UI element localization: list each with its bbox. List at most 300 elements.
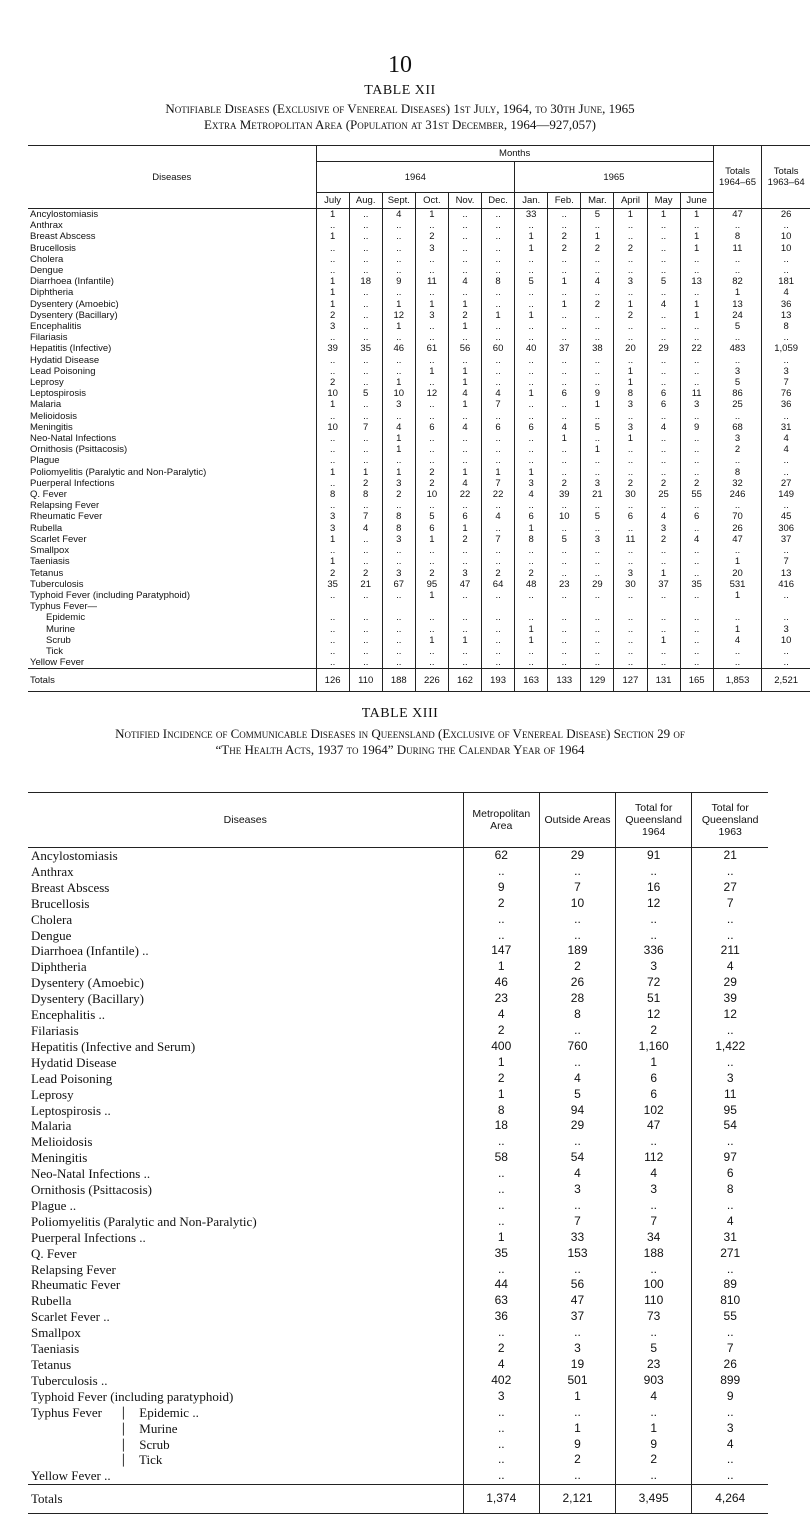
value-cell: 5 (548, 534, 581, 545)
value-cell: .. (647, 624, 680, 635)
value-cell: 40 (515, 343, 548, 354)
value-cell: 162 (448, 669, 481, 692)
value-cell: .. (680, 433, 713, 444)
col-month: Aug. (349, 193, 382, 209)
value-cell: .. (647, 590, 680, 601)
disease-name (28, 928, 463, 944)
table-row (28, 411, 810, 422)
value-cell: 110 (615, 1293, 692, 1309)
value-cell: 6 (692, 1166, 768, 1182)
value-cell: .. (548, 366, 581, 377)
value-cell: 25 (713, 399, 762, 410)
value-cell: 33 (515, 209, 548, 221)
value-cell: 35 (316, 579, 349, 590)
value-cell: .. (448, 500, 481, 511)
value-cell: 147 (463, 943, 540, 959)
value-cell: .. (448, 545, 481, 556)
disease-name (28, 1293, 463, 1309)
value-cell: .. (647, 231, 680, 242)
disease-label: Cholera (31, 911, 73, 927)
value-cell: 1 (448, 366, 481, 377)
table-row (28, 1246, 768, 1262)
value-cell: 36 (762, 299, 810, 310)
value-cell: 6 (515, 511, 548, 522)
value-cell: 2 (614, 243, 647, 254)
value-cell: 61 (415, 343, 448, 354)
value-cell: .. (349, 220, 382, 231)
value-cell: 7 (349, 422, 382, 433)
value-cell: .. (647, 265, 680, 276)
value-cell: 2 (316, 310, 349, 321)
value-cell: .. (448, 646, 481, 657)
value-cell: 2 (515, 568, 548, 579)
table-row (28, 534, 810, 545)
value-cell: .. (482, 635, 515, 646)
table-row (28, 265, 810, 276)
value-cell: .. (515, 299, 548, 310)
value-cell: 2 (349, 478, 382, 489)
value-cell: .. (548, 355, 581, 366)
value-cell: 10 (762, 231, 810, 242)
value-cell: .. (762, 657, 810, 669)
value-cell: 4 (448, 276, 481, 287)
value-cell: 2 (415, 467, 448, 478)
value-cell: .. (415, 624, 448, 635)
disease-label: Meningitis (31, 1150, 88, 1166)
value-cell: 7 (692, 1341, 768, 1357)
value-cell: .. (680, 467, 713, 478)
value-cell: 86 (713, 388, 762, 399)
value-cell (647, 601, 680, 612)
value-cell: 1 (448, 377, 481, 388)
disease-name (28, 1468, 463, 1484)
disease-label: Puerperal Infections .. (31, 1229, 146, 1245)
value-cell: .. (680, 500, 713, 511)
disease-name: Ornithosis (Psittacosis) (30, 444, 128, 456)
value-cell: .. (482, 556, 515, 567)
value-cell: 3 (762, 624, 810, 635)
value-cell: 1 (515, 624, 548, 635)
value-cell (515, 601, 548, 612)
value-cell: .. (515, 545, 548, 556)
value-cell: 34 (615, 1230, 692, 1246)
value-cell: 1 (540, 1389, 616, 1405)
value-cell: 8 (463, 1103, 540, 1119)
table-row (28, 377, 810, 388)
value-cell: 25 (647, 489, 680, 500)
value-cell: .. (316, 366, 349, 377)
value-cell: 1 (482, 467, 515, 478)
value-cell: .. (581, 366, 614, 377)
disease-label: Dysentery (Bacillary) (31, 991, 144, 1007)
value-cell: .. (349, 612, 382, 623)
value-cell: .. (382, 556, 415, 567)
value-cell: .. (647, 220, 680, 231)
value-cell: .. (482, 265, 515, 276)
disease-label: Scrub (139, 1436, 170, 1452)
value-cell: .. (581, 568, 614, 579)
value-cell: 26 (713, 523, 762, 534)
value-cell: 37 (647, 579, 680, 590)
disease-label: Brucellosis (31, 895, 90, 911)
value-cell: 8 (349, 489, 382, 500)
value-cell: .. (382, 243, 415, 254)
value-cell: 3 (463, 1389, 540, 1405)
disease-name (28, 1485, 463, 1514)
value-cell: .. (581, 254, 614, 265)
value-cell: 1 (463, 1055, 540, 1071)
value-cell: .. (515, 612, 548, 623)
value-cell: .. (762, 500, 810, 511)
value-cell: .. (581, 332, 614, 343)
value-cell: 13 (762, 568, 810, 579)
value-cell: 1 (515, 231, 548, 242)
value-cell: 3 (615, 1182, 692, 1198)
value-cell: 2 (581, 243, 614, 254)
value-cell: 6 (415, 422, 448, 433)
value-cell: 131 (647, 669, 680, 692)
value-cell: 23 (548, 579, 581, 590)
value-cell: .. (349, 411, 382, 422)
value-cell: 4 (548, 422, 581, 433)
value-cell: .. (316, 444, 349, 455)
value-cell: .. (415, 265, 448, 276)
value-cell: 73 (615, 1309, 692, 1325)
brace: ⎸ (123, 1404, 140, 1420)
table-row (28, 321, 810, 332)
table-row (28, 500, 810, 511)
value-cell: 1 (415, 209, 448, 221)
disease-label: Neo-Natal Infections .. (31, 1166, 151, 1182)
table-row (28, 1341, 768, 1357)
value-cell: .. (349, 231, 382, 242)
value-cell: .. (415, 399, 448, 410)
value-cell: 129 (581, 669, 614, 692)
col-year-1965: 1965 (515, 162, 714, 193)
disease-name (28, 1357, 463, 1373)
disease-name: Tick (46, 645, 64, 657)
value-cell: 11 (680, 388, 713, 399)
col-month: Sept. (382, 193, 415, 209)
value-cell: .. (349, 433, 382, 444)
value-cell: 89 (692, 1277, 768, 1293)
value-cell: 36 (762, 399, 810, 410)
disease-name: Poliomyelitis (Paralytic and Non-Paralytic) (30, 466, 207, 478)
value-cell: .. (415, 355, 448, 366)
table-row (28, 220, 810, 231)
disease-name: Tetanus (30, 567, 64, 579)
value-cell: .. (349, 534, 382, 545)
table-row (28, 467, 810, 478)
value-cell: 7 (692, 896, 768, 912)
col-totals-1963-64: Totals 1963–64 (762, 146, 810, 209)
value-cell: 97 (692, 1150, 768, 1166)
value-cell: 46 (382, 343, 415, 354)
typhus-label: Typhus Fever (31, 1404, 102, 1420)
value-cell (448, 601, 481, 612)
disease-name (28, 1277, 463, 1293)
value-cell: .. (415, 433, 448, 444)
disease-name (28, 959, 463, 975)
value-cell: .. (614, 612, 647, 623)
value-cell: .. (581, 310, 614, 321)
value-cell: 149 (762, 489, 810, 500)
disease-name (28, 1007, 463, 1023)
table-row (28, 1309, 768, 1325)
value-cell: 2 (647, 478, 680, 489)
value-cell: 1 (680, 231, 713, 242)
table-row (28, 1182, 768, 1198)
value-cell: 35 (349, 343, 382, 354)
disease-name (28, 1055, 463, 1071)
value-cell: 3 (316, 511, 349, 522)
value-cell: 23 (615, 1357, 692, 1373)
value-cell: .. (581, 646, 614, 657)
value-cell: 7 (540, 1214, 616, 1230)
value-cell: 24 (713, 310, 762, 321)
value-cell: 8 (692, 1182, 768, 1198)
table-row (28, 864, 768, 880)
disease-name (28, 1421, 463, 1437)
value-cell: 211 (692, 943, 768, 959)
value-cell: 5 (515, 276, 548, 287)
table-row (28, 880, 768, 896)
value-cell: 4 (463, 1007, 540, 1023)
table-row (28, 1150, 768, 1166)
value-cell: 56 (540, 1277, 616, 1293)
value-cell: .. (647, 355, 680, 366)
value-cell: .. (316, 612, 349, 623)
table-row (28, 975, 768, 991)
disease-label: Taeniasis (31, 1341, 80, 1357)
disease-name: Hydatid Disease (30, 354, 100, 366)
value-cell: .. (614, 332, 647, 343)
value-cell: 1 (548, 433, 581, 444)
value-cell: .. (713, 646, 762, 657)
table-row (28, 388, 810, 399)
value-cell: .. (316, 332, 349, 343)
value-cell: 9 (680, 422, 713, 433)
table-row (28, 366, 810, 377)
value-cell: .. (647, 254, 680, 265)
value-cell: 1,374 (463, 1485, 540, 1514)
value-cell: .. (482, 646, 515, 657)
value-cell: .. (415, 287, 448, 298)
table-row (28, 612, 810, 623)
value-cell: 188 (615, 1246, 692, 1262)
value-cell: 4 (540, 1166, 616, 1182)
value-cell: .. (482, 411, 515, 422)
table-row (28, 848, 768, 864)
value-cell: 18 (349, 276, 382, 287)
value-cell: .. (463, 1468, 540, 1484)
value-cell: 3 (647, 523, 680, 534)
value-cell: 5 (415, 511, 448, 522)
value-cell: 1 (448, 467, 481, 478)
value-cell: 4,264 (692, 1485, 768, 1514)
value-cell: 39 (316, 343, 349, 354)
value-cell: 1 (540, 1421, 616, 1437)
value-cell: .. (382, 500, 415, 511)
value-cell: 7 (615, 1214, 692, 1230)
col-month: May (647, 193, 680, 209)
value-cell: .. (581, 556, 614, 567)
value-cell: 127 (614, 669, 647, 692)
value-cell: 1 (316, 467, 349, 478)
disease-label: Typhoid Fever (including paratyphoid) (31, 1388, 234, 1404)
table-xiii (28, 792, 768, 1514)
value-cell: 1 (515, 523, 548, 534)
col-diseases: Diseases (28, 793, 463, 848)
value-cell: .. (448, 231, 481, 242)
value-cell: 1 (415, 590, 448, 601)
value-cell: 22 (680, 343, 713, 354)
value-cell: 4 (382, 422, 415, 433)
value-cell: 5 (615, 1341, 692, 1357)
col-totals-1964-65: Totals 1964–65 (713, 146, 762, 209)
value-cell: 1 (647, 635, 680, 646)
value-cell: .. (614, 287, 647, 298)
value-cell: 4 (382, 209, 415, 221)
col-metropolitan: Metropolitan Area (463, 793, 540, 848)
value-cell: .. (680, 444, 713, 455)
value-cell: 4 (448, 478, 481, 489)
value-cell: .. (482, 220, 515, 231)
value-cell: .. (647, 545, 680, 556)
disease-name: Epidemic (46, 612, 86, 624)
value-cell: .. (680, 568, 713, 579)
disease-label: Scarlet Fever .. (31, 1309, 110, 1325)
value-cell: 39 (692, 991, 768, 1007)
table-row (28, 590, 810, 601)
totals-row (28, 669, 810, 692)
value-cell: .. (680, 590, 713, 601)
value-cell: 1 (615, 1421, 692, 1437)
value-cell: 1 (382, 299, 415, 310)
value-cell: .. (615, 1262, 692, 1278)
value-cell: 483 (713, 343, 762, 354)
value-cell: 4 (515, 489, 548, 500)
value-cell: .. (448, 220, 481, 231)
disease-label: Anthrax (31, 863, 74, 879)
value-cell: .. (482, 545, 515, 556)
value-cell: 1 (316, 209, 349, 221)
table-row (28, 254, 810, 265)
value-cell: 2 (680, 478, 713, 489)
value-cell: .. (448, 243, 481, 254)
value-cell: .. (614, 646, 647, 657)
value-cell: 82 (713, 276, 762, 287)
value-cell: .. (647, 556, 680, 567)
value-cell: .. (680, 455, 713, 466)
disease-name: Dysentery (Bacillary) (30, 309, 118, 321)
value-cell: .. (448, 209, 481, 221)
value-cell: .. (548, 657, 581, 669)
value-cell: .. (615, 912, 692, 928)
value-cell: .. (482, 209, 515, 221)
value-cell: .. (548, 399, 581, 410)
value-cell: 1 (463, 1230, 540, 1246)
value-cell: .. (349, 635, 382, 646)
value-cell: .. (647, 646, 680, 657)
value-cell: .. (415, 455, 448, 466)
value-cell: .. (382, 287, 415, 298)
value-cell: 54 (540, 1150, 616, 1166)
disease-label: Epidemic .. (139, 1404, 199, 1420)
value-cell: .. (448, 612, 481, 623)
value-cell: 1 (448, 299, 481, 310)
value-cell: .. (463, 1262, 540, 1278)
value-cell: .. (382, 455, 415, 466)
value-cell: 1 (614, 299, 647, 310)
table-row (28, 1373, 768, 1389)
value-cell: 4 (713, 635, 762, 646)
value-cell (349, 601, 382, 612)
value-cell: .. (515, 355, 548, 366)
value-cell: 4 (540, 1071, 616, 1087)
value-cell: .. (680, 657, 713, 669)
table12-subtitle-2: Extra Metropolitan Area (Population at 31st December, 1964—927,057) (204, 117, 596, 132)
disease-name (28, 1023, 463, 1039)
value-cell: .. (463, 1166, 540, 1182)
value-cell: .. (415, 556, 448, 567)
value-cell: .. (463, 1198, 540, 1214)
value-cell: .. (515, 321, 548, 332)
table-row (28, 912, 768, 928)
value-cell: 189 (540, 943, 616, 959)
value-cell: 1 (316, 556, 349, 567)
value-cell: 21 (581, 489, 614, 500)
value-cell: 531 (713, 579, 762, 590)
value-cell: 2 (614, 478, 647, 489)
value-cell: .. (415, 220, 448, 231)
value-cell: .. (448, 657, 481, 669)
value-cell: .. (581, 500, 614, 511)
value-cell: 44 (463, 1277, 540, 1293)
value-cell: .. (382, 366, 415, 377)
disease-label: Tick (139, 1452, 163, 1468)
value-cell: 4 (482, 511, 515, 522)
disease-label: Filariasis (31, 1022, 79, 1038)
value-cell: 11 (614, 534, 647, 545)
value-cell: .. (540, 912, 616, 928)
value-cell: .. (647, 411, 680, 422)
value-cell: 11 (415, 276, 448, 287)
value-cell: 2 (415, 231, 448, 242)
value-cell: .. (349, 332, 382, 343)
value-cell: .. (515, 377, 548, 388)
disease-name (28, 1309, 463, 1325)
page-number: 10 (388, 52, 412, 78)
value-cell: .. (680, 355, 713, 366)
disease-label: Smallpox (31, 1325, 81, 1341)
value-cell: .. (482, 254, 515, 265)
value-cell: 4 (482, 388, 515, 399)
disease-label: Q. Fever (31, 1245, 77, 1261)
totals-row (28, 1485, 768, 1514)
value-cell: .. (762, 411, 810, 422)
table-xii (28, 145, 810, 692)
value-cell: 1,422 (692, 1039, 768, 1055)
value-cell: .. (647, 321, 680, 332)
value-cell: 10 (415, 489, 448, 500)
value-cell: .. (463, 928, 540, 944)
value-cell: 1 (614, 433, 647, 444)
disease-name: Typhoid Fever (including Paratyphoid) (30, 589, 191, 601)
value-cell: 2 (316, 568, 349, 579)
value-cell: .. (515, 646, 548, 657)
disease-name: Taeniasis (30, 556, 70, 568)
